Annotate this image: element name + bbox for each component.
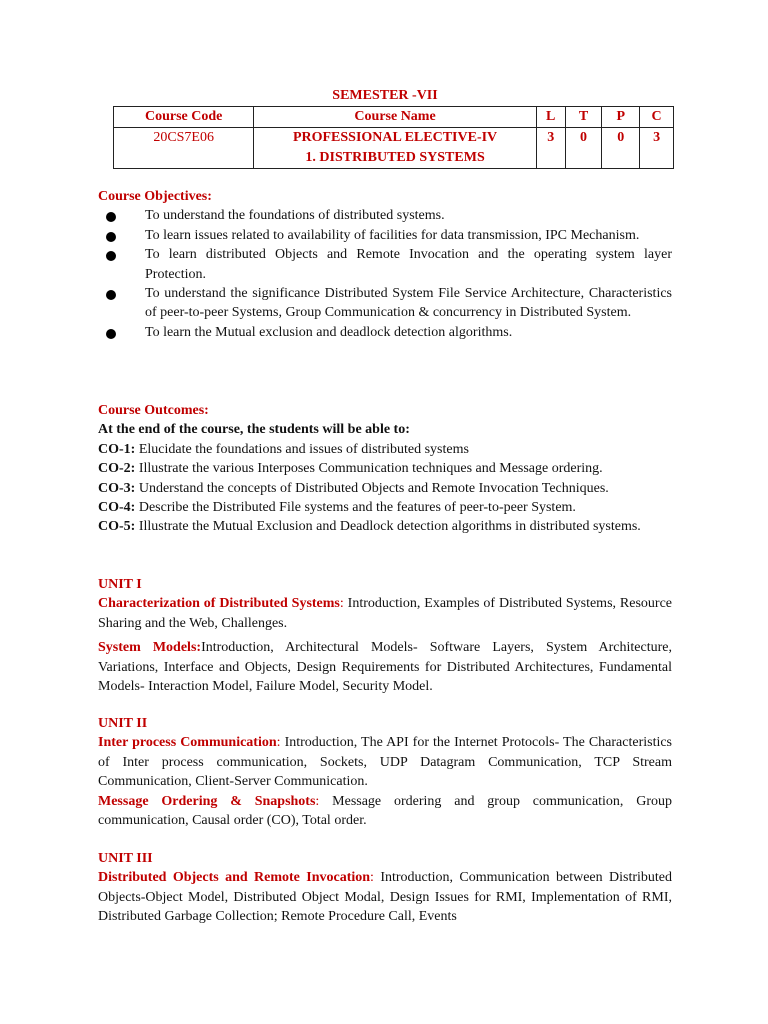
unit1-title: UNIT I	[98, 577, 142, 592]
unit3-paragraph1	[98, 868, 672, 926]
objective-text: To learn the Mutual exclusion and deadlock detection algorithms.	[145, 324, 513, 340]
objective-text: To learn distributed Objects and Remote Invocation and the operating system layer Protection.	[145, 247, 672, 282]
header-course-code: Course Code	[114, 107, 254, 128]
c-cell: 3	[640, 128, 674, 169]
unit3-title: UNIT III	[98, 851, 153, 866]
unit3-topic1: Distributed Objects and Remote Invocation	[98, 870, 371, 886]
outcome-item	[98, 498, 672, 517]
course-table	[113, 106, 674, 169]
header-c: C	[640, 107, 674, 128]
unit2-text1: Introduction, The API for the Internet Protocols- The Characteristics of Inter process communication, Sockets, UDP Datagram Communication, TCP Stream Communication, Client-Server Communication.	[98, 735, 673, 790]
semester-title: SEMESTER -VII	[332, 88, 438, 103]
unit1-topic1: Characterization of Distributed Systems	[98, 596, 340, 612]
unit1-section	[98, 575, 672, 696]
bullet-icon	[106, 232, 116, 242]
objective-text: To understand the foundations of distributed systems.	[145, 208, 445, 224]
header-t: T	[565, 107, 602, 128]
outcome-text: Describe the Distributed File systems and the features of peer-to-peer System.	[135, 500, 576, 516]
unit3-text1: Introduction, Communication between Distributed Objects-Object Model, Distributed Object Modal, Design Issues for RMI, Implementation of RMI, Distributed Garbage Collection; Remote Procedure Call, Events	[98, 870, 672, 925]
unit3-section	[98, 849, 672, 927]
list-item	[98, 245, 672, 284]
course-table-row	[114, 128, 674, 169]
unit2-topic2: Message Ordering & Snapshots	[98, 793, 316, 809]
unit2-colon2: :	[315, 793, 320, 809]
unit3-colon1: :	[370, 870, 374, 886]
unit2-title: UNIT II	[98, 716, 148, 731]
bullet-icon	[106, 329, 116, 339]
list-item	[98, 206, 672, 225]
course-name-line1: PROFESSIONAL ELECTIVE-IV	[292, 130, 498, 145]
unit2-text2: Message ordering and group communication, Group communication, Causal order (CO), Total order.	[98, 793, 672, 829]
outcome-item	[98, 517, 672, 536]
header-p: P	[602, 107, 640, 128]
outcomes-section	[98, 401, 672, 537]
l-cell: 3	[536, 128, 565, 169]
unit1-paragraph2	[98, 638, 672, 696]
header-l: L	[536, 107, 565, 128]
course-table-header-row	[114, 107, 674, 128]
bullet-icon	[106, 212, 116, 222]
unit1-topic2: System Models:	[98, 640, 202, 656]
list-item	[98, 226, 672, 245]
outcome-code: CO-3:	[98, 480, 136, 496]
outcome-text: Understand the concepts of Distributed Objects and Remote Invocation Techniques.	[135, 480, 609, 496]
unit2-paragraph1	[98, 733, 672, 791]
p-cell: 0	[602, 128, 640, 169]
course-code-cell: 20CS7E06	[114, 128, 254, 169]
unit2-colon1: :	[276, 735, 281, 751]
unit1-colon1: :	[339, 596, 344, 612]
course-name-line2: 1. DISTRIBUTED SYSTEMS	[305, 150, 485, 165]
objective-text: To learn issues related to availability of facilities for data transmission, IPC Mechanism.	[145, 227, 640, 243]
bullet-icon	[106, 251, 116, 261]
outcome-text: Illustrate the Mutual Exclusion and Deadlock detection algorithms in distributed systems.	[135, 519, 641, 535]
unit2-paragraph2	[98, 792, 672, 831]
objectives-list	[98, 206, 672, 342]
objectives-section	[98, 187, 672, 342]
list-item	[98, 284, 672, 323]
outcomes-intro: At the end of the course, the students will be able to:	[98, 422, 410, 438]
unit1-text2: Introduction, Architectural Models- Software Layers, System Architecture, Variations, Interface and Objects, Design Requirements for Distributed Architectures, Fundamental Models- Interaction Model, Failure Model, Security Model.	[98, 640, 672, 695]
unit2-topic1: Inter process Communication	[98, 735, 277, 751]
unit2-section	[98, 714, 672, 830]
course-name-cell	[254, 128, 537, 169]
outcome-text: Elucidate the foundations and issues of distributed systems	[135, 441, 469, 457]
outcomes-heading: Course Outcomes:	[98, 403, 209, 418]
t-cell: 0	[565, 128, 602, 169]
list-item	[98, 323, 672, 342]
unit1-text1: Introduction, Examples of Distributed Systems, Resource Sharing and the Web, Challenges.	[98, 596, 673, 631]
outcome-code: CO-4:	[98, 500, 136, 516]
objectives-heading: Course Objectives:	[98, 189, 212, 204]
unit1-paragraph1	[98, 594, 672, 633]
outcome-item	[98, 440, 672, 459]
outcome-code: CO-1:	[98, 441, 136, 457]
header-course-name: Course Name	[254, 107, 537, 128]
outcome-item	[98, 459, 672, 478]
outcome-text: Illustrate the various Interposes Communication techniques and Message ordering.	[135, 461, 603, 477]
outcome-code: CO-5:	[98, 519, 136, 535]
bullet-icon	[106, 290, 116, 300]
outcome-item	[98, 479, 672, 498]
outcome-code: CO-2:	[98, 461, 136, 477]
objective-text: To understand the significance Distributed System File Service Architecture, Characteristics of peer-to-peer Systems, Group Communication & concurrency in Distributed System.	[145, 286, 672, 321]
